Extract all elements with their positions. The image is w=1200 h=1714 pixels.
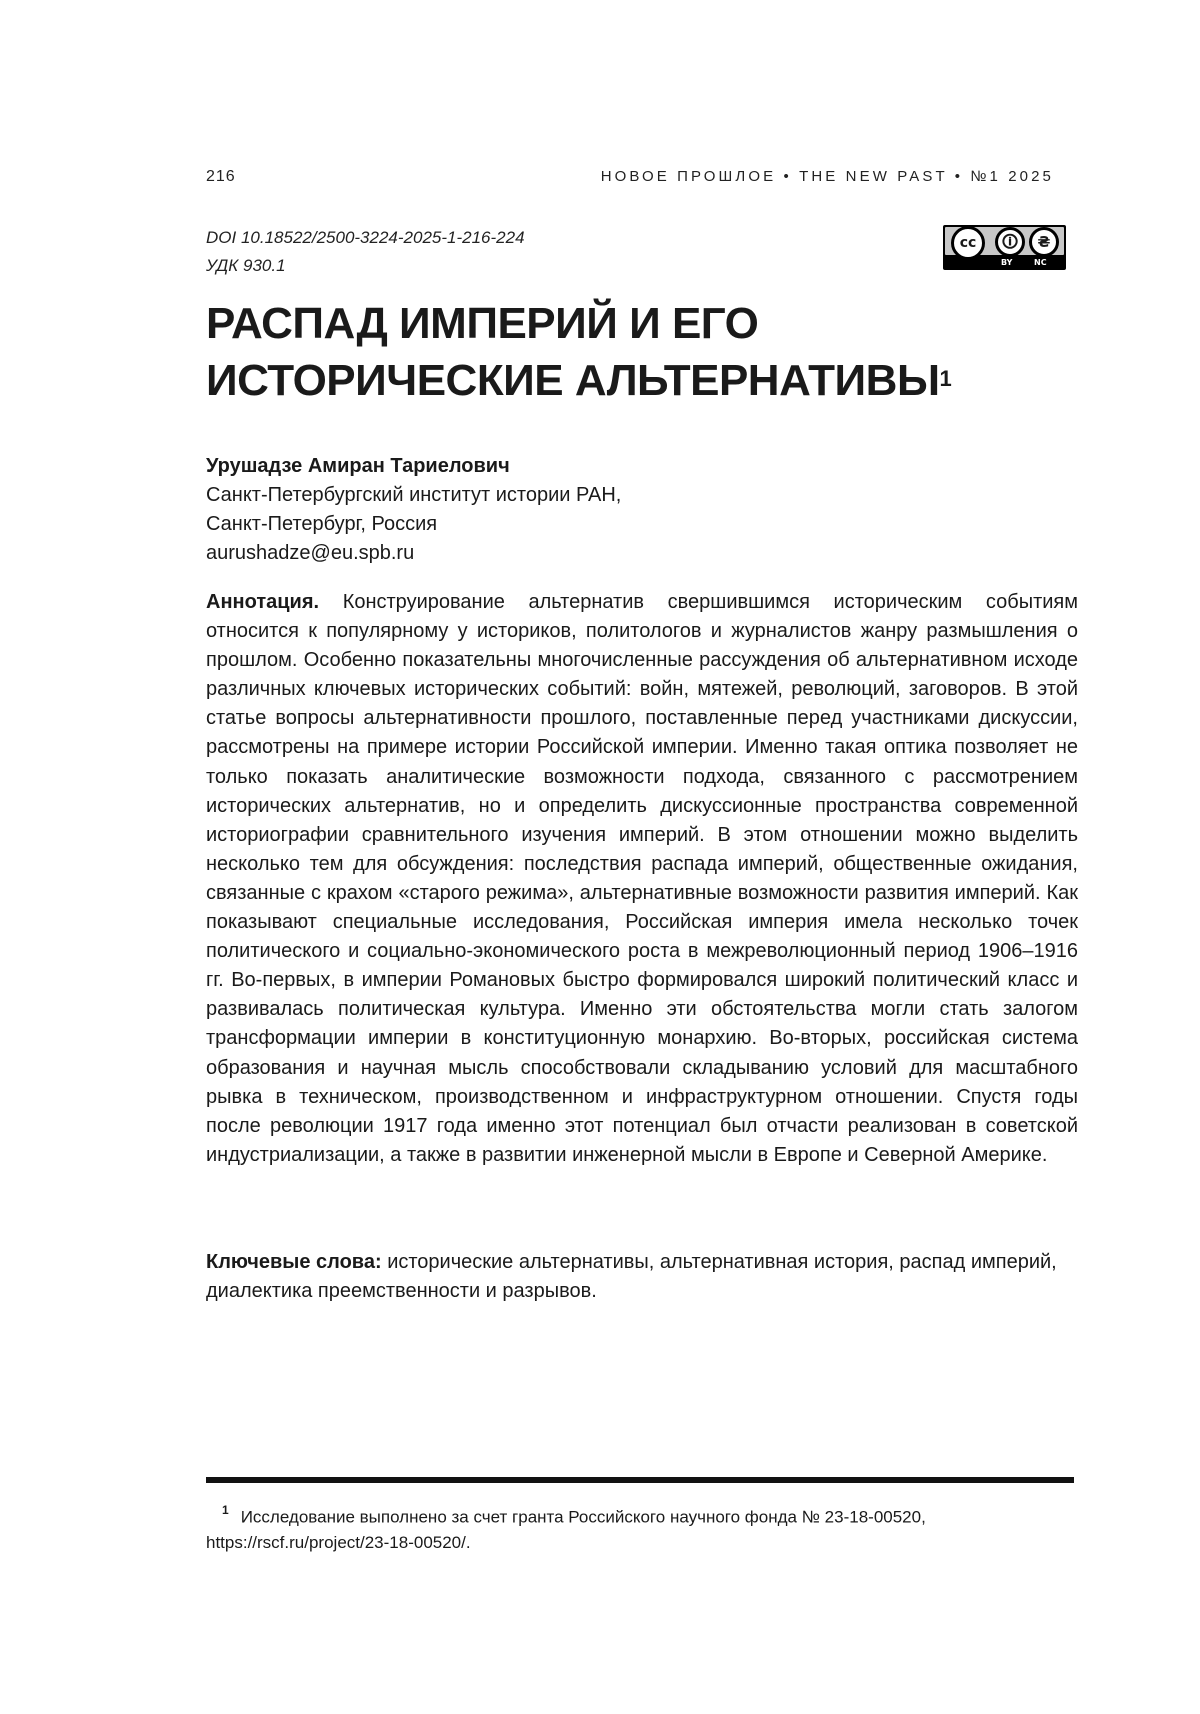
attribution-person-icon: 🛈 <box>995 227 1025 257</box>
identifiers <box>206 224 525 280</box>
footnote-divider <box>206 1477 1074 1483</box>
keywords <box>206 1248 1078 1306</box>
license-by-label: BY <box>1001 258 1012 267</box>
page-number: 216 <box>206 168 236 186</box>
doi[interactable]: DOI 10.18522/2500-3224-2025-1-216-224 <box>206 224 525 252</box>
keywords-text: исторические альтернативы, альтернативная история, распад империй, диалектика преемственности и разрывов. <box>206 1251 1057 1302</box>
author-location: Санкт-Петербург, Россия <box>206 510 621 539</box>
footnote-text: Исследование выполнено за счет гранта Российского научного фонда № 23-18-00520, https://rscf.ru/project/23-18-00520/. <box>206 1508 926 1552</box>
article-title <box>206 295 1076 409</box>
running-head: НОВОЕ ПРОШЛОЕ • THE NEW PAST • №1 2025 <box>601 168 1054 185</box>
article-title-text: РАСПАД ИМПЕРИЙ И ЕГО ИСТОРИЧЕСКИЕ АЛЬТЕРНАТИВЫ <box>206 299 940 405</box>
abstract-label: Аннотация. <box>206 591 319 613</box>
author-affiliation: Санкт-Петербургский институт истории РАН, <box>206 481 621 510</box>
footnote-mark: 1 <box>222 1503 229 1517</box>
noncommercial-dollar-icon: ₴ <box>1029 227 1059 257</box>
cc-icon: cc <box>951 226 985 260</box>
cc-by-nc-license-badge[interactable] <box>943 225 1066 270</box>
license-nc-label: NC <box>1034 258 1047 267</box>
title-footnote-mark[interactable]: 1 <box>940 366 952 391</box>
footnote <box>206 1500 1076 1555</box>
author-block <box>206 452 621 568</box>
abstract <box>206 588 1078 1170</box>
author-name: Урушадзе Амиран Тариелович <box>206 452 621 481</box>
author-email[interactable]: aurushadze@eu.spb.ru <box>206 539 621 568</box>
keywords-label: Ключевые слова: <box>206 1251 382 1273</box>
abstract-text: Конструирование альтернатив свершившимся историческим событиям относится к популярному у историков, политологов и журналистов жанру размышления о прошлом. Особенно показательны многочисленные рассуждения об альтернативном исходе различных ключевых исторических событий: войн, мятежей, революций, заговоров. В этой статье вопросы альтернативности прошлого, поставленные перед участниками дискуссии, рассмотрены на примере истории Российской империи. Именно такая оптика позволяет не только показать аналитические возможности подхода, связанного с рассмотрением исторических альтернатив, но и определить дискуссионные пространства современной историографии сравнительного изучения империй. В этом отношении можно выделить несколько тем для обсуждения: последствия распада империй, общественные ожидания, связанные с крахом «старого режима», альтернативные возможности развития империй. Как показывают специальные исследования, Российская империя имела несколько точек политического и социально-экономического роста в межреволюционный период 1906–1916 гг. Во-первых, в империи Романовых быстро формировался широкий политический класс и развивалась политическая культура. Именно эти обстоятельства могли стать залогом трансформации империи в конституционную монархию. Во-вторых, российская система образования и научная мысль способствовали складыванию условий для масштабного рывка в техническом, производственном и инфраструктурном отношении. Спустя годы после революции 1917 года именно этот потенциал был отчасти реализован в советской индустриализации, а также в развитии инженерной мысли в Европе и Северной Америке. <box>206 591 1078 1166</box>
udk: УДК 930.1 <box>206 252 525 280</box>
